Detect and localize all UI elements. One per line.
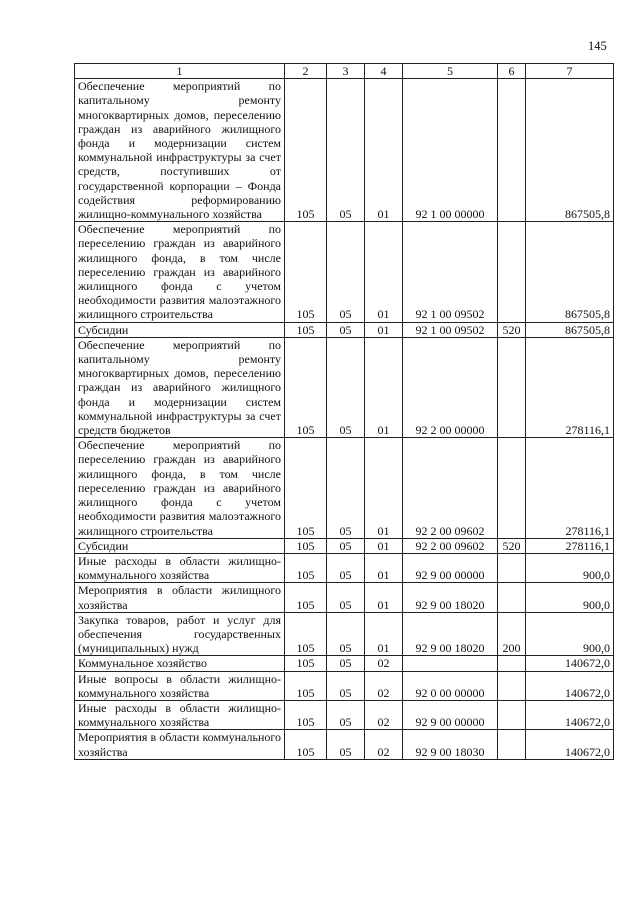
cell-section: 05	[327, 656, 365, 671]
cell-target: 92 2 00 09602	[403, 538, 498, 553]
cell-subsection: 01	[365, 583, 403, 612]
cell-section: 05	[327, 671, 365, 700]
row-name: Мероприятия в области жилищного хозяйства	[75, 583, 285, 612]
cell-target: 92 9 00 00000	[403, 700, 498, 729]
cell-target: 92 0 00 00000	[403, 671, 498, 700]
table-row	[75, 337, 614, 437]
cell-amount: 278116,1	[526, 337, 614, 437]
row-name: Обеспечение мероприятий по капитальному ремонту многоквартирных домов, переселению граждан из аварийного жилищного фонда и модернизации систем коммунальной инфраструктуры за счет средств, поступивших от государственной корпорации – Фонда содействия реформированию жилищно-коммунального хозяйства	[75, 79, 285, 222]
cell-target: 92 9 00 18020	[403, 612, 498, 656]
cell-section: 05	[327, 337, 365, 437]
cell-expense-type: 520	[498, 322, 526, 337]
row-name: Субсидии	[75, 322, 285, 337]
row-name: Иные расходы в области жилищно-коммунального хозяйства	[75, 700, 285, 729]
cell-section: 05	[327, 79, 365, 222]
table-row	[75, 700, 614, 729]
cell-target	[403, 656, 498, 671]
table-row	[75, 583, 614, 612]
cell-section: 05	[327, 438, 365, 538]
cell-amount: 900,0	[526, 583, 614, 612]
cell-expense-type: 200	[498, 612, 526, 656]
cell-code: 105	[285, 656, 327, 671]
cell-subsection: 02	[365, 730, 403, 759]
cell-amount: 140672,0	[526, 656, 614, 671]
cell-code: 105	[285, 612, 327, 656]
table-row	[75, 656, 614, 671]
cell-subsection: 01	[365, 612, 403, 656]
column-header: 3	[327, 64, 365, 79]
row-name: Обеспечение мероприятий по капитальному ремонту многоквартирных домов, переселению граждан из аварийного жилищного фонда и модернизации систем коммунальной инфраструктуры за счет средств бюджетов	[75, 337, 285, 437]
cell-amount: 900,0	[526, 612, 614, 656]
cell-subsection: 01	[365, 553, 403, 582]
row-name: Обеспечение мероприятий по переселению граждан из аварийного жилищного фонда, в том числе переселению граждан из аварийного жилищного фонда с учетом необходимости развития малоэтажного жилищного строительства	[75, 438, 285, 538]
cell-section: 05	[327, 730, 365, 759]
cell-code: 105	[285, 671, 327, 700]
column-header: 2	[285, 64, 327, 79]
column-header: 4	[365, 64, 403, 79]
cell-amount: 278116,1	[526, 438, 614, 538]
row-name: Закупка товаров, работ и услуг для обеспечения государственных (муниципальных) нужд	[75, 612, 285, 656]
table-row	[75, 730, 614, 759]
cell-expense-type: 520	[498, 538, 526, 553]
cell-code: 105	[285, 700, 327, 729]
table-row	[75, 438, 614, 538]
cell-section: 05	[327, 553, 365, 582]
cell-code: 105	[285, 222, 327, 322]
cell-subsection: 02	[365, 671, 403, 700]
cell-section: 05	[327, 583, 365, 612]
cell-code: 105	[285, 79, 327, 222]
cell-target: 92 9 00 18030	[403, 730, 498, 759]
cell-subsection: 02	[365, 656, 403, 671]
table-row	[75, 553, 614, 582]
cell-amount: 900,0	[526, 553, 614, 582]
table-row	[75, 322, 614, 337]
cell-expense-type	[498, 79, 526, 222]
cell-target: 92 1 00 00000	[403, 79, 498, 222]
column-header: 5	[403, 64, 498, 79]
cell-section: 05	[327, 612, 365, 656]
cell-amount: 867505,8	[526, 79, 614, 222]
cell-expense-type	[498, 583, 526, 612]
cell-code: 105	[285, 553, 327, 582]
cell-expense-type	[498, 553, 526, 582]
cell-section: 05	[327, 322, 365, 337]
cell-target: 92 1 00 09502	[403, 222, 498, 322]
page-number: 145	[588, 39, 607, 53]
cell-target: 92 9 00 00000	[403, 553, 498, 582]
cell-expense-type	[498, 438, 526, 538]
cell-subsection: 01	[365, 222, 403, 322]
cell-amount: 140672,0	[526, 730, 614, 759]
cell-amount: 140672,0	[526, 671, 614, 700]
row-name: Иные вопросы в области жилищно-коммунального хозяйства	[75, 671, 285, 700]
cell-amount: 278116,1	[526, 538, 614, 553]
row-name: Субсидии	[75, 538, 285, 553]
cell-code: 105	[285, 730, 327, 759]
row-name: Коммунальное хозяйство	[75, 656, 285, 671]
cell-code: 105	[285, 337, 327, 437]
cell-section: 05	[327, 222, 365, 322]
cell-amount: 140672,0	[526, 700, 614, 729]
cell-subsection: 01	[365, 79, 403, 222]
cell-expense-type	[498, 337, 526, 437]
cell-code: 105	[285, 438, 327, 538]
cell-subsection: 01	[365, 337, 403, 437]
table-row	[75, 671, 614, 700]
cell-subsection: 01	[365, 438, 403, 538]
cell-code: 105	[285, 538, 327, 553]
cell-section: 05	[327, 700, 365, 729]
cell-code: 105	[285, 583, 327, 612]
row-name: Иные расходы в области жилищно-коммунального хозяйства	[75, 553, 285, 582]
cell-target: 92 1 00 09502	[403, 322, 498, 337]
table-row	[75, 222, 614, 322]
table-row	[75, 79, 614, 222]
cell-expense-type	[498, 730, 526, 759]
cell-expense-type	[498, 222, 526, 322]
cell-code: 105	[285, 322, 327, 337]
cell-subsection: 01	[365, 322, 403, 337]
budget-table	[74, 63, 614, 760]
cell-subsection: 01	[365, 538, 403, 553]
column-header: 7	[526, 64, 614, 79]
row-name: Обеспечение мероприятий по переселению граждан из аварийного жилищного фонда, в том числе переселению граждан из аварийного жилищного фонда с учетом необходимости развития малоэтажного жилищного строительства	[75, 222, 285, 322]
cell-expense-type	[498, 700, 526, 729]
cell-amount: 867505,8	[526, 222, 614, 322]
cell-expense-type	[498, 671, 526, 700]
cell-amount: 867505,8	[526, 322, 614, 337]
cell-target: 92 2 00 00000	[403, 337, 498, 437]
cell-expense-type	[498, 656, 526, 671]
column-header: 1	[75, 64, 285, 79]
column-header: 6	[498, 64, 526, 79]
cell-target: 92 2 00 09602	[403, 438, 498, 538]
cell-target: 92 9 00 18020	[403, 583, 498, 612]
header-row	[75, 64, 614, 79]
table-row	[75, 538, 614, 553]
cell-section: 05	[327, 538, 365, 553]
row-name: Мероприятия в области коммунального хозяйства	[75, 730, 285, 759]
table-row	[75, 612, 614, 656]
cell-subsection: 02	[365, 700, 403, 729]
